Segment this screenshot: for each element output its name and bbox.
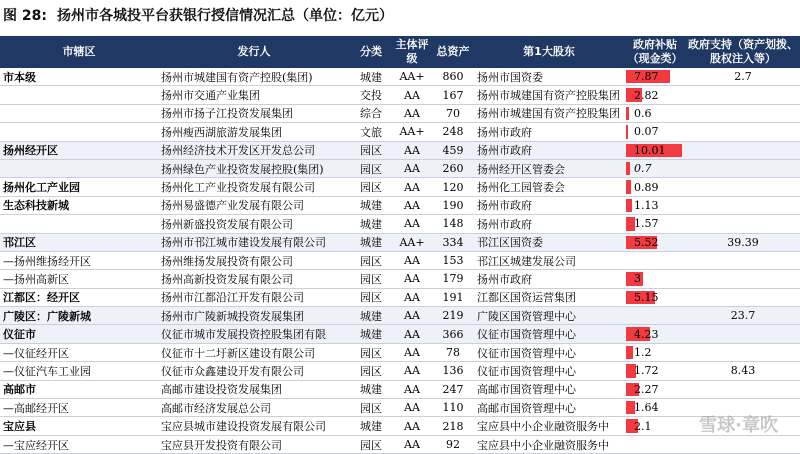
subsidy-cell <box>624 362 686 380</box>
rating-cell: AA <box>392 307 432 325</box>
category-cell: 城建 <box>350 325 392 343</box>
rating-cell: AA+ <box>392 68 432 86</box>
region-cell: —宝应经开区 <box>0 435 158 453</box>
table-row <box>0 141 800 159</box>
subsidy-cell <box>624 86 686 104</box>
rating-cell: AA <box>392 362 432 380</box>
category-cell: 园区 <box>350 141 392 159</box>
subsidy-value: 0.89 <box>634 180 659 194</box>
category-cell: 园区 <box>350 399 392 417</box>
issuer-cell: 仪征市十二圩新区建设有限公司 <box>158 343 350 361</box>
subsidy-value: 7.87 <box>634 70 659 84</box>
table-row <box>0 362 800 380</box>
header-category: 分类 <box>350 36 392 68</box>
subsidy-cell <box>624 251 686 269</box>
rating-cell: AA <box>392 343 432 361</box>
table-row <box>0 399 800 417</box>
shareholder-cell: 扬州化工园管委会 <box>474 178 624 196</box>
category-cell: 文旅 <box>350 123 392 141</box>
table-row <box>0 307 800 325</box>
region-cell: 生态科技新城 <box>0 196 158 214</box>
region-cell: —仪征经开区 <box>0 343 158 361</box>
figure-caption: 扬州市各城投平台获银行授信情况汇总（单位：亿元） <box>56 8 393 24</box>
issuer-cell: 高邮市经济发展总公司 <box>158 399 350 417</box>
support-cell: 2.7 <box>686 68 800 86</box>
financing-table <box>0 36 800 454</box>
issuer-cell: 扬州市江都沿江开发有限公司 <box>158 288 350 306</box>
support-cell: 39.39 <box>686 233 800 251</box>
table-header-row <box>0 36 800 68</box>
header-subsidy: 政府补贴（现金类） <box>624 36 686 68</box>
shareholder-cell: 邗江区城建发展公司 <box>474 251 624 269</box>
table-row <box>0 417 800 435</box>
assets-cell: 247 <box>432 380 474 398</box>
issuer-cell: 宝应县城市建设投资发展有限公司 <box>158 417 350 435</box>
table-row <box>0 123 800 141</box>
subsidy-value: 1.2 <box>634 346 652 360</box>
support-cell: 8.43 <box>686 362 800 380</box>
table-row <box>0 325 800 343</box>
issuer-cell: 扬州经济技术开发区开发总公司 <box>158 141 350 159</box>
assets-cell: 191 <box>432 288 474 306</box>
category-cell: 城建 <box>350 196 392 214</box>
issuer-cell: 高邮市建设投资发展集团 <box>158 380 350 398</box>
subsidy-cell <box>624 288 686 306</box>
subsidy-value: 1.64 <box>634 401 659 415</box>
issuer-cell: 扬州化工产业投资发展有限公司 <box>158 178 350 196</box>
assets-cell: 167 <box>432 86 474 104</box>
issuer-cell: 扬州易盛德产业发展有限公司 <box>158 196 350 214</box>
subsidy-value: 1.13 <box>634 198 659 212</box>
assets-cell: 136 <box>432 362 474 380</box>
region-cell: 宝应县 <box>0 417 158 435</box>
support-cell <box>686 159 800 177</box>
rating-cell: AA <box>392 251 432 269</box>
issuer-cell: 仪征市城市发展投资控股集团有限 <box>158 325 350 343</box>
subsidy-value: 5.15 <box>634 290 659 304</box>
shareholder-cell: 扬州经开区管委会 <box>474 159 624 177</box>
category-cell: 园区 <box>350 178 392 196</box>
shareholder-cell: 扬州市国资委 <box>474 68 624 86</box>
support-cell <box>686 380 800 398</box>
watermark: 雪球·章吹 <box>699 415 778 436</box>
rating-cell: AA <box>392 159 432 177</box>
issuer-cell: 扬州市城建国有资产控股(集团) <box>158 68 350 86</box>
shareholder-cell: 扬州市政府 <box>474 123 624 141</box>
support-cell <box>686 270 800 288</box>
region-cell: 扬州化工产业园 <box>0 178 158 196</box>
subsidy-cell <box>624 270 686 288</box>
subsidy-value: 0.07 <box>634 125 659 139</box>
region-cell: 市本级 <box>0 68 158 86</box>
shareholder-cell: 宝应县中小企业融资服务中 <box>474 435 624 453</box>
issuer-cell: 扬州新盛投资发展有限公司 <box>158 215 350 233</box>
header-support: 政府支持（资产划拨、股权注入等） <box>686 36 800 68</box>
subsidy-cell <box>624 325 686 343</box>
category-cell: 城建 <box>350 68 392 86</box>
rating-cell: AA <box>392 417 432 435</box>
category-cell: 园区 <box>350 435 392 453</box>
support-cell <box>686 123 800 141</box>
shareholder-cell: 扬州市政府 <box>474 215 624 233</box>
support-cell <box>686 178 800 196</box>
subsidy-value: 2.27 <box>634 382 659 396</box>
issuer-cell: 扬州瘦西湖旅游发展集团 <box>158 123 350 141</box>
category-cell: 综合 <box>350 104 392 122</box>
issuer-cell: 扬州高新投资发展有限公司 <box>158 270 350 288</box>
support-cell <box>686 196 800 214</box>
shareholder-cell: 高邮市国资管理中心 <box>474 399 624 417</box>
category-cell: 城建 <box>350 307 392 325</box>
header-assets: 总资产 <box>432 36 474 68</box>
shareholder-cell: 扬州市政府 <box>474 141 624 159</box>
assets-cell: 334 <box>432 233 474 251</box>
table-row <box>0 104 800 122</box>
region-cell: 邗江区 <box>0 233 158 251</box>
subsidy-cell <box>624 215 686 233</box>
issuer-cell: 仪征市众鑫建设开发有限公司 <box>158 362 350 380</box>
assets-cell: 459 <box>432 141 474 159</box>
figure-number: 图 28: <box>3 8 47 24</box>
region-cell: —仪征汽车工业园 <box>0 362 158 380</box>
assets-cell: 110 <box>432 399 474 417</box>
assets-cell: 218 <box>432 417 474 435</box>
subsidy-value: 2.82 <box>634 88 659 102</box>
table-row <box>0 68 800 86</box>
category-cell: 城建 <box>350 380 392 398</box>
table-row <box>0 178 800 196</box>
region-cell: 扬州经开区 <box>0 141 158 159</box>
rating-cell: AA <box>392 86 432 104</box>
shareholder-cell: 宝应县中小企业融资服务中 <box>474 417 624 435</box>
table-row <box>0 251 800 269</box>
category-cell: 园区 <box>350 270 392 288</box>
assets-cell: 70 <box>432 104 474 122</box>
subsidy-value: 1.72 <box>634 364 659 378</box>
table-row <box>0 215 800 233</box>
category-cell: 园区 <box>350 288 392 306</box>
support-cell <box>686 325 800 343</box>
shareholder-cell: 扬州市政府 <box>474 270 624 288</box>
support-cell <box>686 104 800 122</box>
rating-cell: AA <box>392 270 432 288</box>
support-cell <box>686 251 800 269</box>
rating-cell: AA <box>392 196 432 214</box>
issuer-cell: 扬州市交通产业集团 <box>158 86 350 104</box>
category-cell: 园区 <box>350 362 392 380</box>
subsidy-cell <box>624 233 686 251</box>
assets-cell: 78 <box>432 343 474 361</box>
region-cell: 江都区：经开区 <box>0 288 158 306</box>
assets-cell: 179 <box>432 270 474 288</box>
region-cell: —高邮经开区 <box>0 399 158 417</box>
assets-cell: 366 <box>432 325 474 343</box>
category-cell: 园区 <box>350 343 392 361</box>
region-cell: —扬州高新区 <box>0 270 158 288</box>
header-region: 市辖区 <box>0 36 158 68</box>
shareholder-cell: 仪征市国资管理中心 <box>474 343 624 361</box>
region-cell: 仪征市 <box>0 325 158 343</box>
rating-cell: AA <box>392 104 432 122</box>
subsidy-value: 1.57 <box>634 217 659 231</box>
subsidy-value: 4.23 <box>634 327 659 341</box>
subsidy-cell <box>624 380 686 398</box>
rating-cell: AA <box>392 380 432 398</box>
region-cell <box>0 86 158 104</box>
table-row <box>0 159 800 177</box>
figure-title <box>0 0 800 30</box>
region-cell <box>0 123 158 141</box>
rating-cell: AA <box>392 288 432 306</box>
subsidy-cell <box>624 68 686 86</box>
shareholder-cell: 高邮市国资管理中心 <box>474 380 624 398</box>
rating-cell: AA <box>392 215 432 233</box>
rating-cell: AA+ <box>392 123 432 141</box>
rating-cell: AA <box>392 399 432 417</box>
subsidy-cell <box>624 159 686 177</box>
shareholder-cell: 扬州市政府 <box>474 196 624 214</box>
subsidy-cell <box>624 141 686 159</box>
region-cell: —扬州维扬经开区 <box>0 251 158 269</box>
rating-cell: AA <box>392 141 432 159</box>
subsidy-value <box>624 254 634 267</box>
support-cell <box>686 141 800 159</box>
subsidy-value: 0.7 <box>634 162 652 176</box>
table-row <box>0 380 800 398</box>
assets-cell: 153 <box>432 251 474 269</box>
rating-cell: AA <box>392 435 432 453</box>
shareholder-cell: 仪征市国资管理中心 <box>474 362 624 380</box>
issuer-cell: 宝应县开发投资有限公司 <box>158 435 350 453</box>
shareholder-cell: 扬州市城建国有资产控股集团 <box>474 104 624 122</box>
assets-cell: 148 <box>432 215 474 233</box>
assets-cell: 92 <box>432 435 474 453</box>
assets-cell: 190 <box>432 196 474 214</box>
support-cell <box>686 215 800 233</box>
issuer-cell: 扬州市邗江城市建设发展有限公司 <box>158 233 350 251</box>
assets-cell: 120 <box>432 178 474 196</box>
issuer-cell: 扬州市广陵新城投资发展集团 <box>158 307 350 325</box>
assets-cell: 248 <box>432 123 474 141</box>
support-cell: 23.7 <box>686 307 800 325</box>
assets-cell: 260 <box>432 159 474 177</box>
assets-cell: 860 <box>432 68 474 86</box>
shareholder-cell: 邗江区国资委 <box>474 233 624 251</box>
subsidy-cell <box>624 417 686 435</box>
shareholder-cell: 仪征市国资管理中心 <box>474 325 624 343</box>
header-rating: 主体评级 <box>392 36 432 68</box>
rating-cell: AA+ <box>392 233 432 251</box>
subsidy-cell <box>624 178 686 196</box>
support-cell <box>686 288 800 306</box>
category-cell: 交投 <box>350 86 392 104</box>
table-row <box>0 270 800 288</box>
table-row <box>0 196 800 214</box>
subsidy-cell <box>624 123 686 141</box>
subsidy-cell <box>624 307 686 325</box>
region-cell: 广陵区：广陵新城 <box>0 307 158 325</box>
table-row <box>0 288 800 306</box>
support-cell <box>686 86 800 104</box>
subsidy-value: 10.01 <box>634 143 666 157</box>
category-cell: 城建 <box>350 215 392 233</box>
support-cell <box>686 343 800 361</box>
region-cell <box>0 159 158 177</box>
table-row <box>0 86 800 104</box>
rating-cell: AA <box>392 325 432 343</box>
table-row <box>0 343 800 361</box>
header-issuer: 发行人 <box>158 36 350 68</box>
category-cell: 城建 <box>350 417 392 435</box>
region-cell: 高邮市 <box>0 380 158 398</box>
subsidy-cell <box>624 399 686 417</box>
assets-cell: 219 <box>432 307 474 325</box>
shareholder-cell: 江都区国资运营集团 <box>474 288 624 306</box>
subsidy-value: 2.1 <box>634 419 652 433</box>
table-row <box>0 233 800 251</box>
shareholder-cell: 扬州市城建国有资产控股集团 <box>474 86 624 104</box>
region-cell <box>0 104 158 122</box>
table-body <box>0 68 800 454</box>
issuer-cell: 扬州绿色产业投资发展控股(集团) <box>158 159 350 177</box>
category-cell: 园区 <box>350 251 392 269</box>
shareholder-cell: 广陵区国资管理中心 <box>474 307 624 325</box>
subsidy-cell <box>624 343 686 361</box>
subsidy-value: 3 <box>634 272 641 286</box>
rating-cell: AA <box>392 178 432 196</box>
subsidy-cell <box>624 196 686 214</box>
region-cell <box>0 215 158 233</box>
issuer-cell: 扬州市扬子江投资发展集团 <box>158 104 350 122</box>
issuer-cell: 扬州维扬发展投资有限公司 <box>158 251 350 269</box>
subsidy-cell <box>624 104 686 122</box>
subsidy-value: 0.6 <box>634 106 652 120</box>
header-shareholder: 第1大股东 <box>474 36 624 68</box>
subsidy-value: 5.52 <box>634 235 659 249</box>
category-cell: 城建 <box>350 233 392 251</box>
category-cell: 园区 <box>350 159 392 177</box>
subsidy-value <box>624 309 634 322</box>
